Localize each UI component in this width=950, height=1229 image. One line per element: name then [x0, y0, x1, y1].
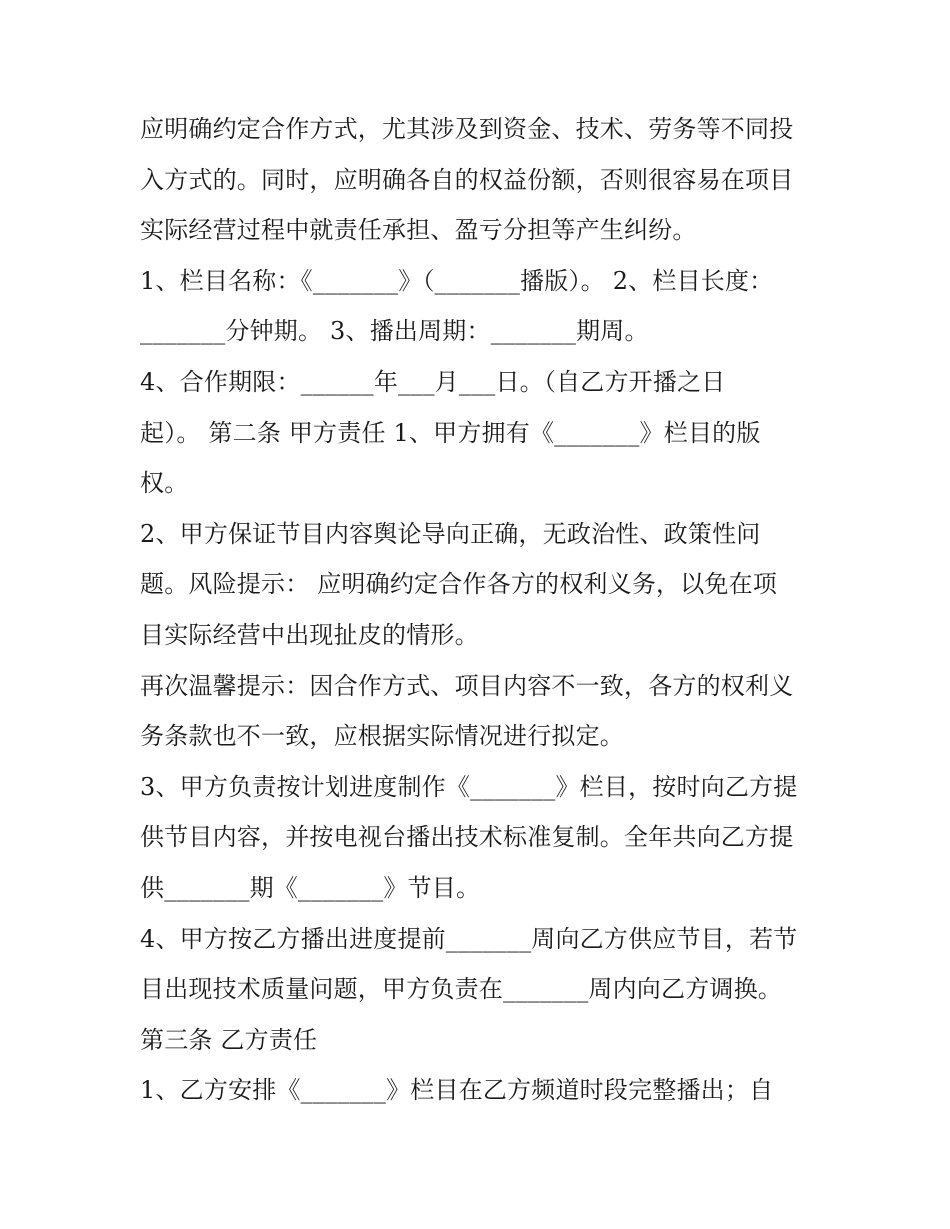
text-line: 题。风险提示： 应明确约定合作各方的权利义务，以免在项: [140, 570, 778, 599]
text-line: 再次温馨提示：因合作方式、项目内容不一致，各方的权利义: [140, 671, 794, 700]
text-line: 1、乙方安排《_______》栏目在乙方频道时段完整播出；自: [140, 1076, 774, 1105]
text-line: 2、甲方保证节目内容舆论导向正确，无政治性、政策性问: [140, 519, 761, 548]
text-line: 目实际经营中出现扯皮的情形。: [140, 620, 479, 649]
text-line: _______分钟期。 3、播出周期：_______期周。: [140, 317, 649, 346]
text-line: 4、甲方按乙方播出进度提前_______周向乙方供应节目，若节: [140, 924, 798, 953]
text-line: 目出现技术质量问题，甲方负责在_______周内向乙方调换。: [140, 975, 782, 1004]
document-body: [140, 104, 820, 1116]
section-heading: 第三条 乙方责任: [140, 1025, 318, 1054]
text-line: 起）。 第二条 甲方责任 1、甲方拥有《_______》栏目的版: [140, 418, 761, 447]
text-line: 入方式的。同时，应明确各自的权益份额，否则很容易在项目: [140, 165, 794, 194]
text-line: 供节目内容，并按电视台播出技术标准复制。全年共向乙方提: [140, 823, 794, 852]
text-line: 4、合作期限：______年___月___日。（自乙方开播之日: [140, 367, 726, 396]
text-line: 务条款也不一致，应根据实际情况进行拟定。: [140, 722, 624, 751]
text-line: 1、栏目名称：《_______》（_______播版）。 2、栏目长度：: [140, 266, 774, 295]
text-line: 实际经营过程中就责任承担、盈亏分担等产生纠纷。: [140, 216, 697, 245]
text-line: 应明确约定合作方式，尤其涉及到资金、技术、劳务等不同投: [140, 115, 794, 143]
text-line: 3、甲方负责按计划进度制作《_______》栏目，按时向乙方提: [140, 772, 798, 801]
text-line: 供_______期《_______》节目。: [140, 873, 481, 902]
text-line: 权。: [140, 469, 189, 498]
